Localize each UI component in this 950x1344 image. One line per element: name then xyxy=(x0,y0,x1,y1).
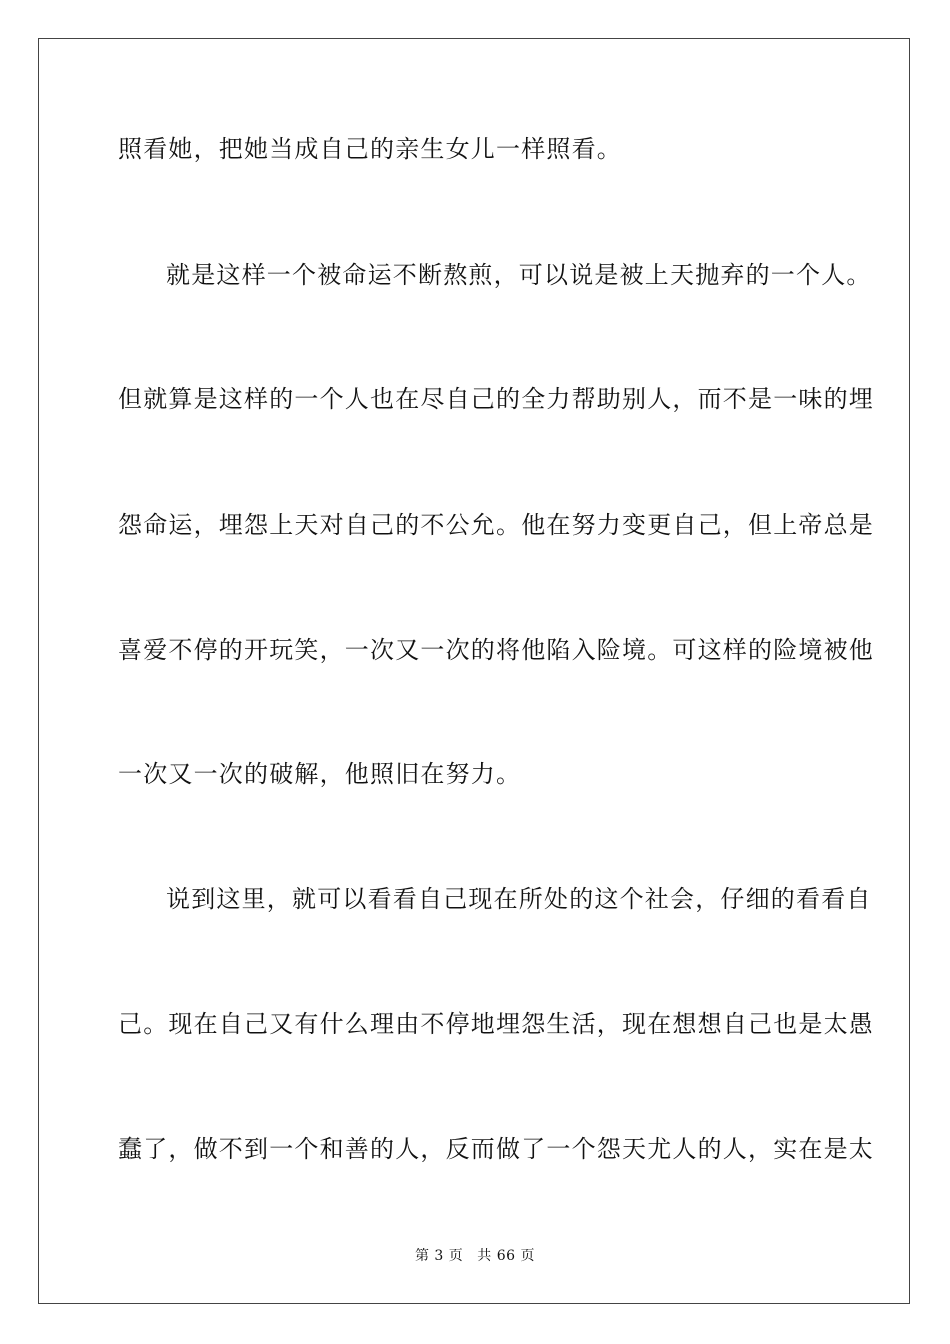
page-number: 第 3 页 xyxy=(414,1248,464,1264)
text-line-3: 但就算是这样的一个人也在尽自己的全力帮助别人，而不是一味的埋 xyxy=(118,385,874,413)
text-line-1: 照看她，把她当成自己的亲生女儿一样照看。 xyxy=(118,135,622,163)
page-border xyxy=(38,38,910,1304)
text-line-7: 说到这里，就可以看看自己现在所处的这个社会，仔细的看看自 xyxy=(166,885,872,913)
text-line-2: 就是这样一个被命运不断熬煎，可以说是被上天抛弃的一个人。 xyxy=(166,261,872,289)
text-line-6: 一次又一次的破解，他照旧在努力。 xyxy=(118,760,522,788)
total-pages: 共 66 页 xyxy=(477,1248,536,1264)
text-line-5: 喜爱不停的开玩笑，一次又一次的将他陷入险境。可这样的险境被他 xyxy=(118,636,874,664)
text-line-9: 蠢了，做不到一个和善的人，反而做了一个怨天尤人的人，实在是太 xyxy=(118,1135,874,1163)
text-line-4: 怨命运，埋怨上天对自己的不公允。他在努力变更自己，但上帝总是 xyxy=(118,511,874,539)
text-line-8: 己。现在自己又有什么理由不停地埋怨生活，现在想想自己也是太愚 xyxy=(118,1010,874,1038)
page-footer xyxy=(0,1246,950,1266)
